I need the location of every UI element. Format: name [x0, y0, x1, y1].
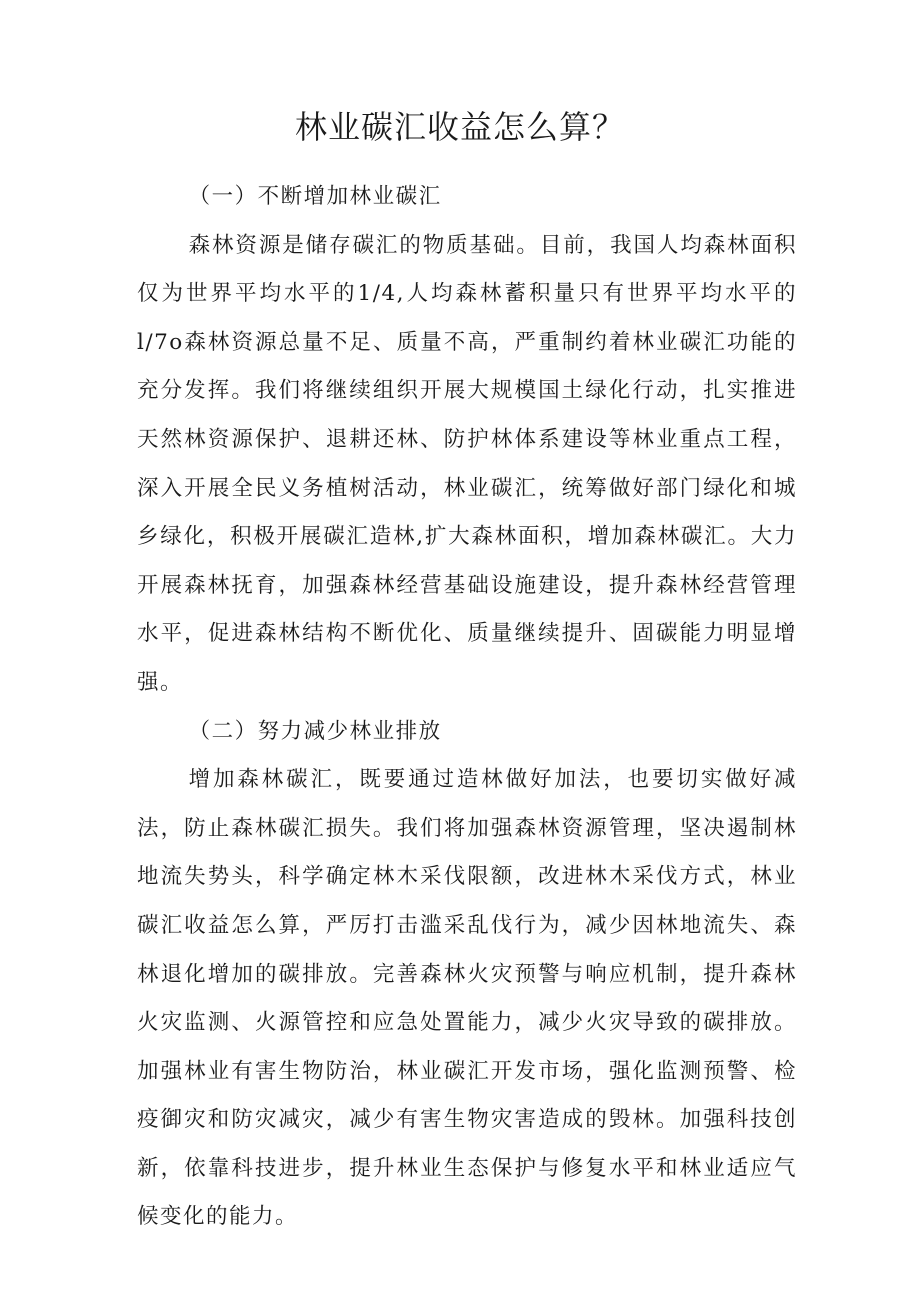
- section-heading: （一）不断增加林业碳汇: [188, 184, 442, 209]
- section-heading: （二）努力减少林业排放: [188, 718, 442, 744]
- document-body: [137, 173, 797, 1242]
- section-paragraph: 增加森林碳汇，既要通过造林做好加法，也要切实做好减法，防止森林碳汇损失。我们将加强森林资源管理，坚决遏制林地流失势头，科学确定林木采伐限额，改进林木采伐方式，林业碳汇收益怎么算，严厉打击滥采乱伐行为，减少因林地流失、森林退化增加的碳排放。完善森林火灾预警与响应机制，提升森林火灾监测、火源管控和应急处置能力，减少火灾导致的碳排放。加强林业有害生物防治，林业碳汇开发市场，强化监测预警、检疫御灾和防灾减灾，减少有害生物灾害造成的毁林。加强科技创新，依靠科技进步，提升林业生态保护与修复水平和林业适应气候变化的能力。: [137, 767, 797, 1230]
- page-title: 林业碳汇收益怎么算？: [294, 108, 625, 146]
- section-paragraph: 森林资源是储存碳汇的物质基础。目前，我国人均森林面积仅为世界平均水平的1/4,人均森林蓄积量只有世界平均水平的l/7o森林资源总量不足、质量不高，严重制约着林业碳汇功能的充分发挥。我们将继续组织开展大规模国土绿化行动，扎实推进天然林资源保护、退耕还林、防护林体系建设等林业重点工程，深入开展全民义务植树活动，林业碳汇，统筹做好部门绿化和城乡绿化，积极开展碳汇造林,扩大森林面积，增加森林碳汇。大力开展森林抚育，加强森林经营基础设施建设，提升森林经营管理水平，促进森林结构不断优化、质量继续提升、固碳能力明显增强。: [137, 232, 797, 695]
